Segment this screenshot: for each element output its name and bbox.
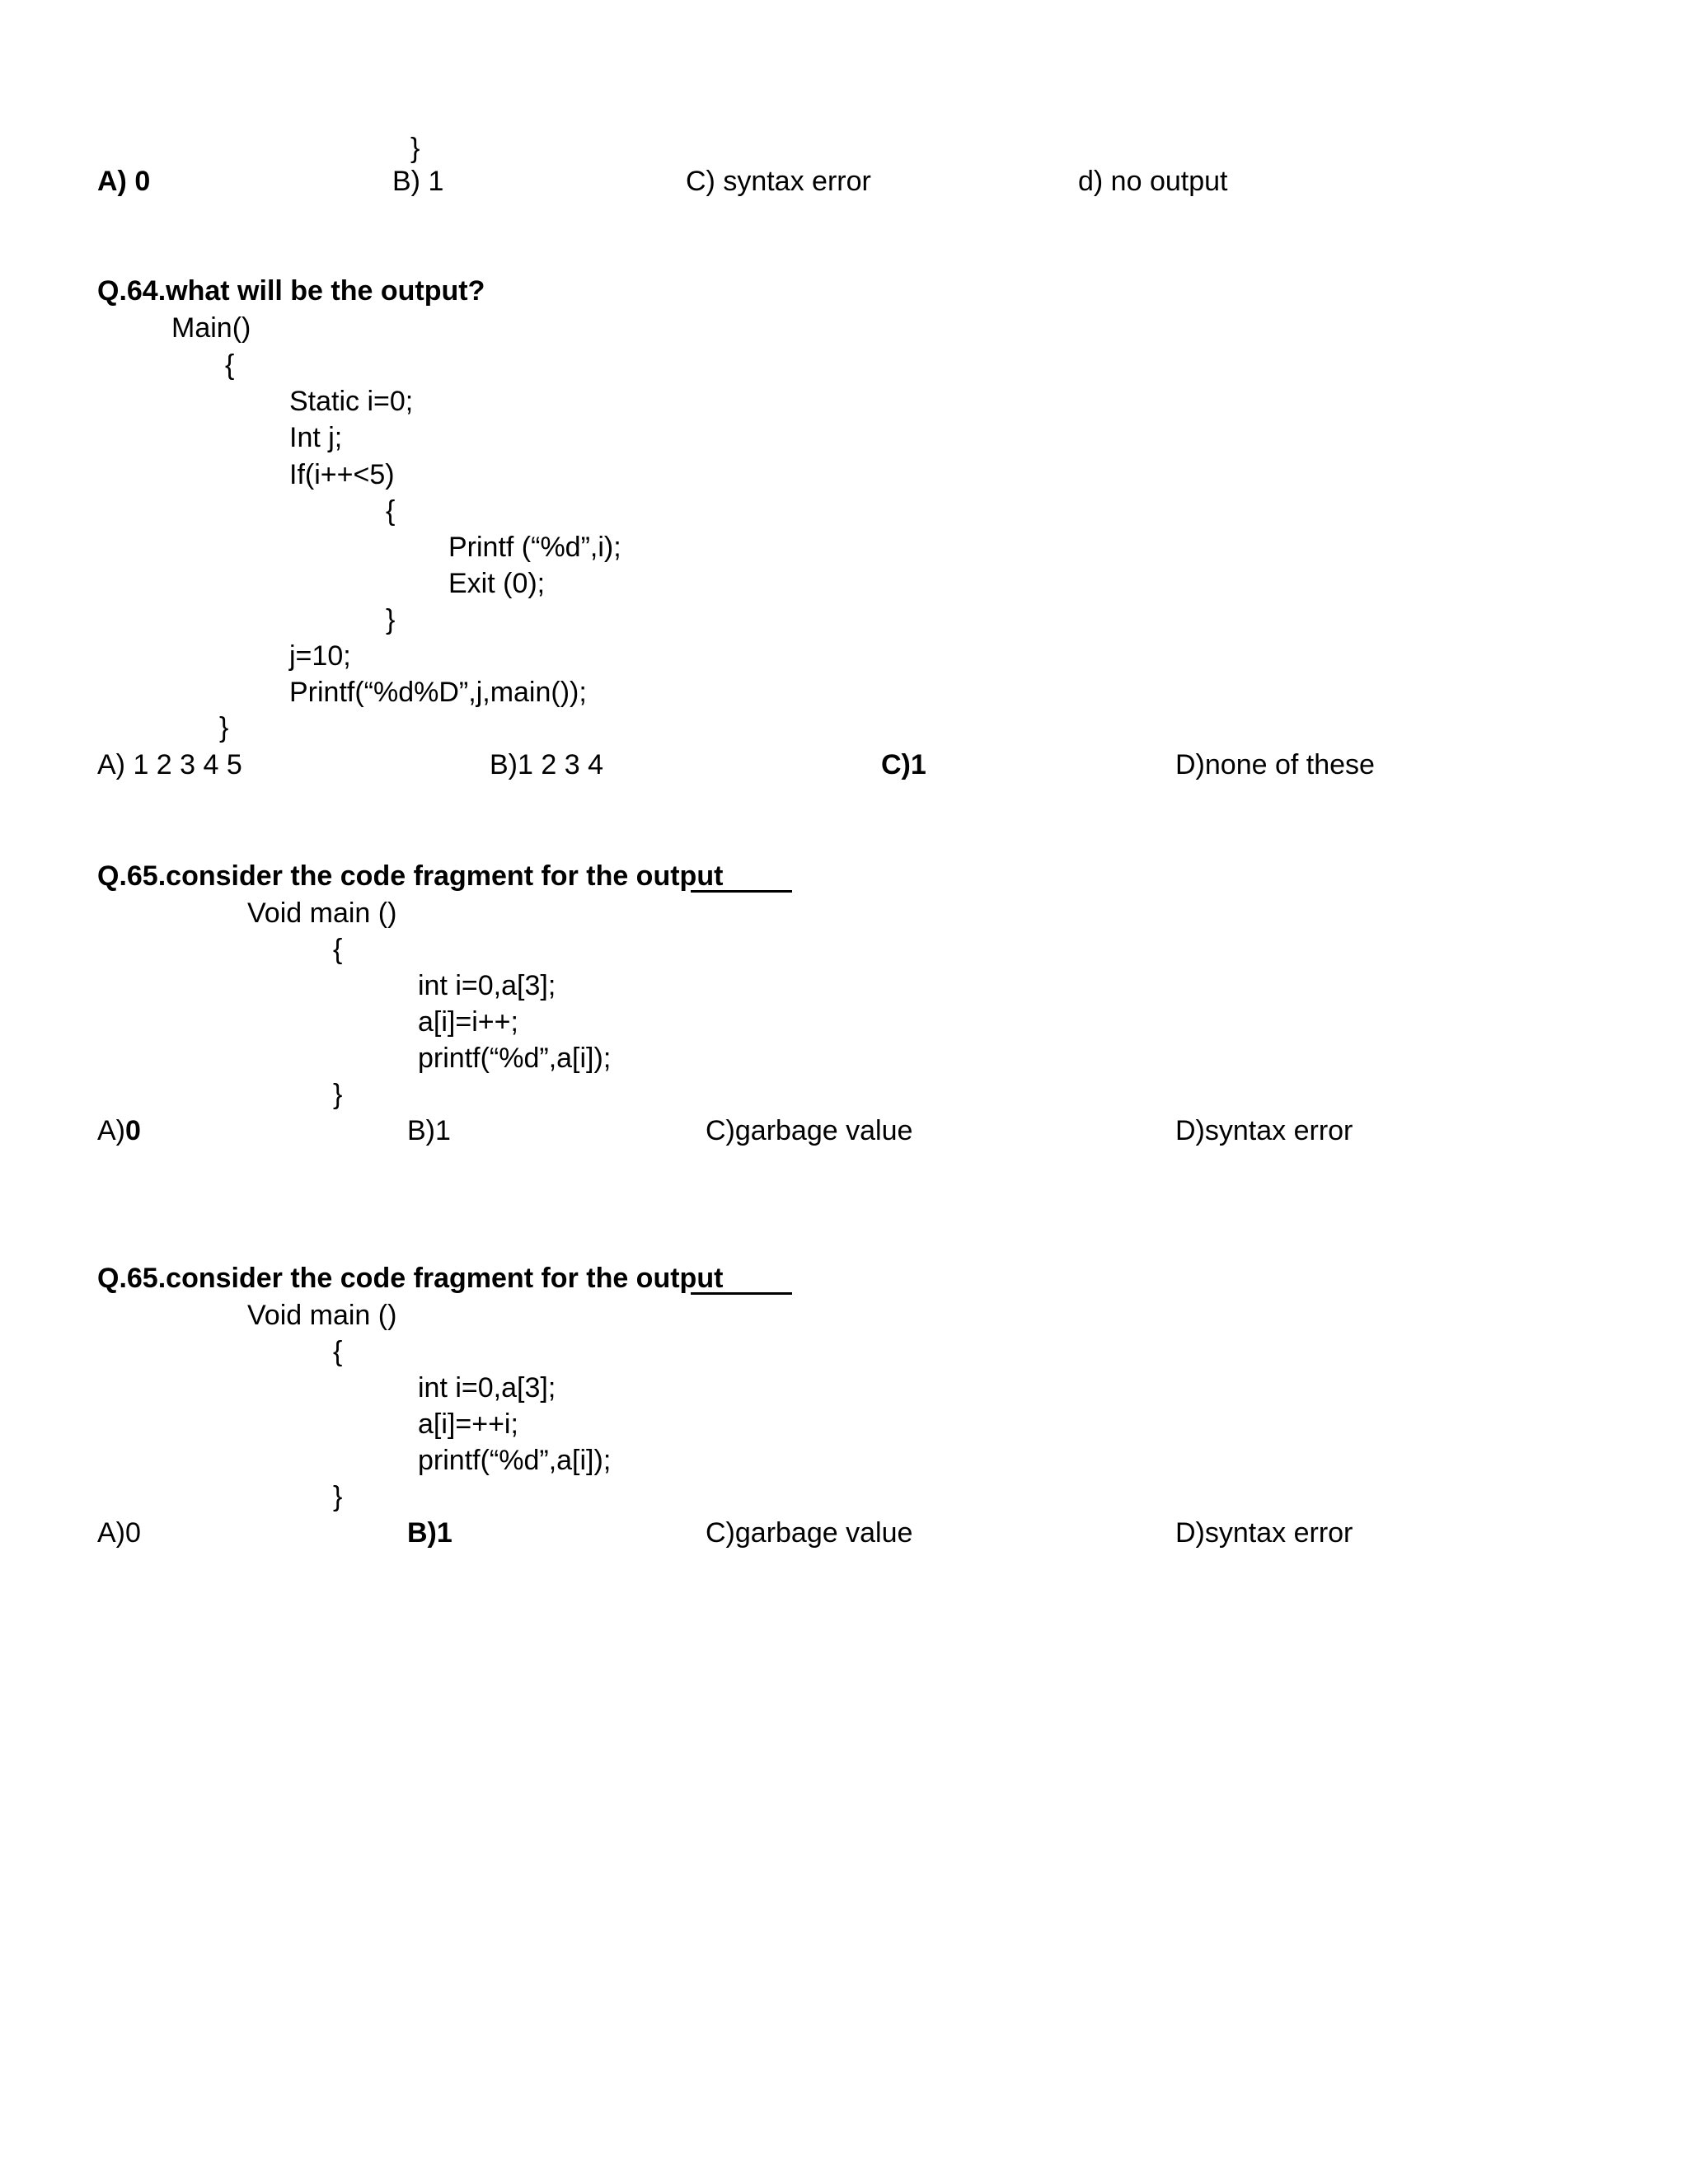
q65b-option-c: C)garbage value [706, 1517, 913, 1549]
q65b-option-a: A)0 [97, 1517, 141, 1549]
q65a-code-line: a[i]=i++; [418, 1006, 518, 1038]
q65b-answer-blank [691, 1292, 792, 1295]
q65a-option-a [97, 1114, 141, 1147]
q64-code-line: Main() [171, 312, 251, 344]
q64-option-b: B)1 2 3 4 [490, 749, 603, 780]
q64-option-c: C)1 [881, 749, 926, 780]
q65b-code-line: } [333, 1481, 343, 1512]
prev-option-c: C) syntax error [686, 166, 871, 197]
prev-option-a: A) 0 [97, 166, 151, 197]
q65b-code-line: a[i]=++i; [418, 1408, 518, 1440]
q65a-option-a-value: 0 [125, 1115, 141, 1146]
q64-code-line: } [219, 712, 229, 743]
q64-code-line: { [225, 349, 235, 381]
q65b-code-line: int i=0,a[3]; [418, 1372, 556, 1404]
q65b-option-b: B)1 [407, 1517, 452, 1549]
q65a-option-c: C)garbage value [706, 1115, 913, 1146]
q65a-option-d: D)syntax error [1175, 1115, 1353, 1146]
q65a-code-line: { [333, 934, 343, 965]
q65b-option-d: D)syntax error [1175, 1517, 1353, 1549]
q64-code-line: Printf (“%d”,i); [448, 532, 621, 563]
q65b-code-line: printf(“%d”,a[i]); [418, 1445, 612, 1476]
q64-code-line: { [386, 495, 396, 527]
q65a-code-line: } [333, 1079, 343, 1110]
q65a-code-line: Void main () [247, 898, 397, 929]
prev-option-d: d) no output [1078, 166, 1228, 197]
prev-option-b: B) 1 [392, 166, 444, 197]
q65a-question: Q.65.consider the code fragment for the output [97, 860, 724, 892]
q65a-option-a-prefix: A) [97, 1115, 125, 1146]
q64-option-d: D)none of these [1175, 749, 1375, 780]
q64-code-line: If(i++<5) [289, 459, 395, 490]
q64-code-line: Static i=0; [289, 386, 414, 417]
q65a-option-b: B)1 [407, 1115, 451, 1146]
q64-question: Q.64.what will be the output? [97, 275, 485, 307]
q65a-code-line: printf(“%d”,a[i]); [418, 1043, 612, 1074]
q64-code-line: Printf(“%d%D”,j,main()); [289, 677, 587, 708]
q64-option-a: A) 1 2 3 4 5 [97, 749, 242, 780]
q64-code-line: j=10; [289, 640, 351, 672]
q65a-answer-blank [691, 890, 792, 893]
q65a-code-line: int i=0,a[3]; [418, 970, 556, 1001]
q65b-code-line: Void main () [247, 1300, 397, 1331]
q64-code-line: Exit (0); [448, 568, 546, 599]
q65b-code-line: { [333, 1336, 343, 1367]
q65b-question: Q.65.consider the code fragment for the output [97, 1263, 724, 1294]
prev-closing-brace: } [410, 133, 420, 164]
q64-code-line: Int j; [289, 422, 343, 453]
q64-code-line: } [386, 604, 396, 635]
